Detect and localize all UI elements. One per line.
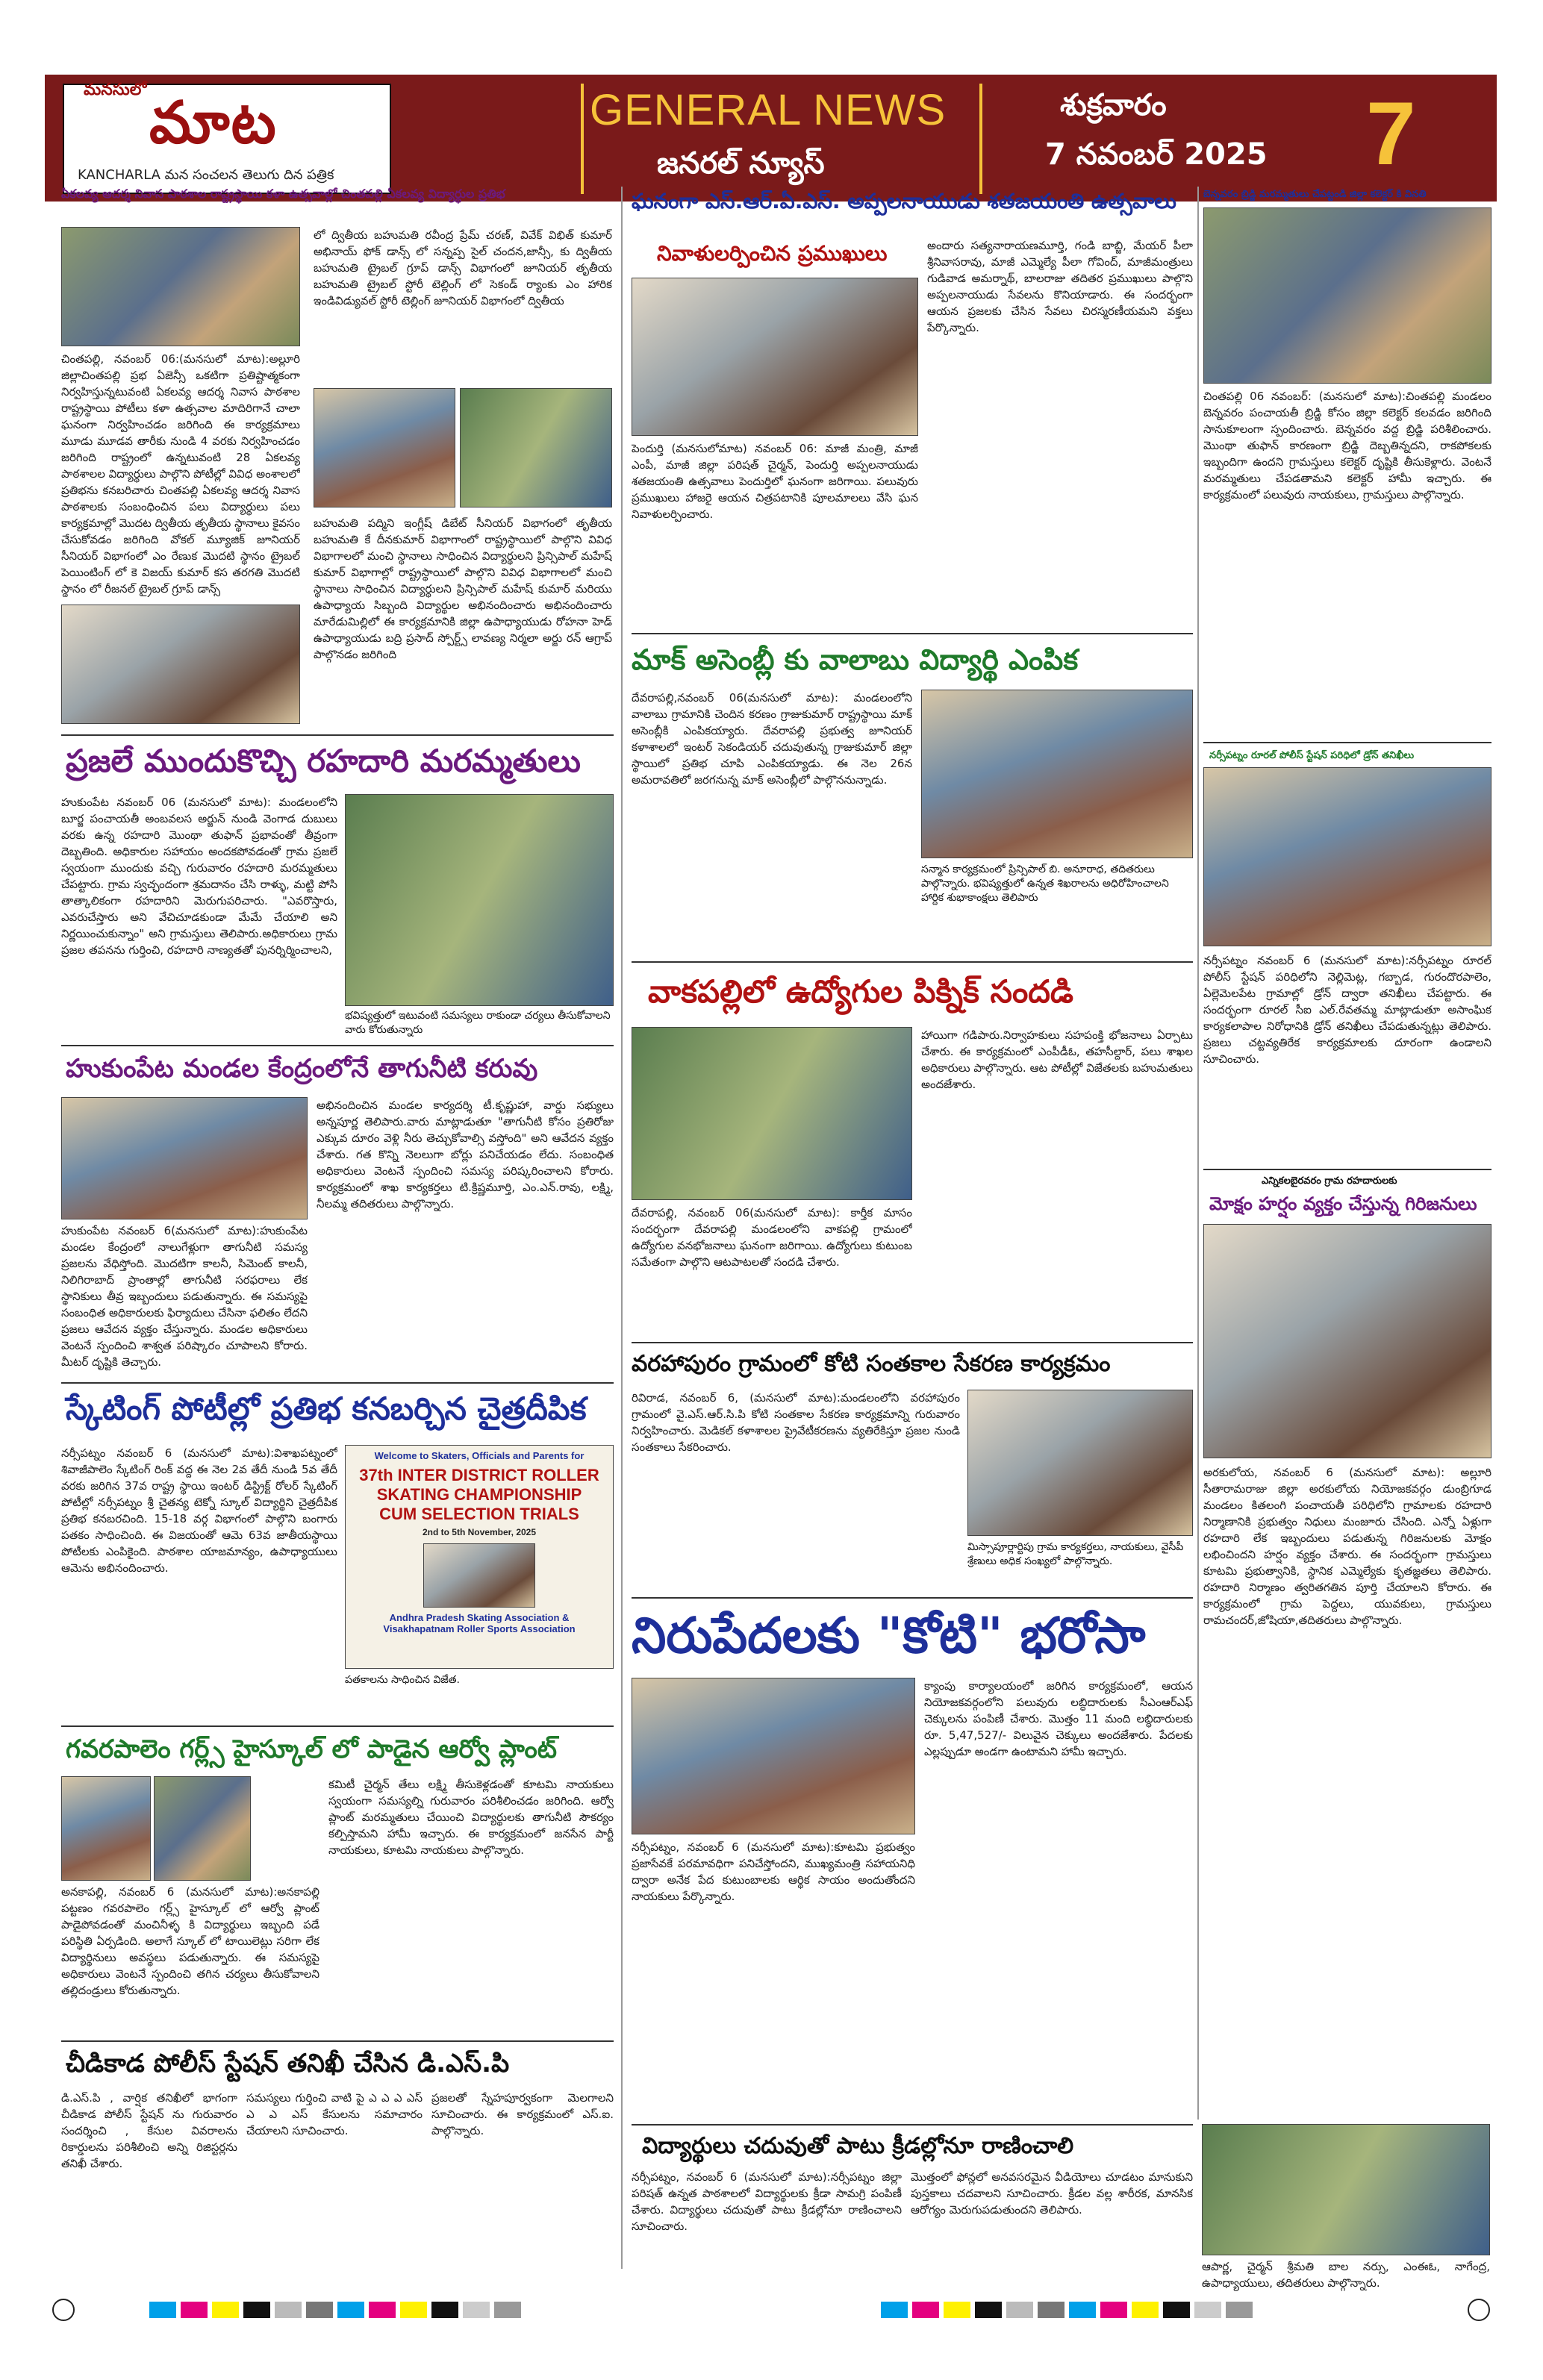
water-body: అభినందించిన మండల కార్యదర్శి టీ.కృష్ణుహా, వార్డు సభ్యులు అన్నపూర్ణ తెలిపారు.వారు మాట్లాడుతూ "తాగునీటి కోసం ప్రతిరోజు ఎక్కువ దూరం వెళ్లి నీరు తెచ్చుకోవాల్సి వస్తోంది" అని ఆవేదన వ్యక్తం చేశారు. గత కొన్ని నెలలుగా బోర్లు పనిచేయడం లేదు. సంబంధిత అధికారులు వెంటనే స్పందించి సమస్య పరిష్కరించాలని కోరారు. కార్యక్రమంలో శాఖ కార్యకర్తలు టి.క్రిష్ణమూర్తి, ఎం.ఎన్.రావు, లక్ష్మి, నీలమ్మ తదితరులు పాల్గొన్నారు. [317, 1099, 614, 1211]
divider [632, 2124, 1193, 2126]
eklavya-photo [61, 227, 300, 346]
page-number: 7 [1366, 84, 1416, 184]
issue-day: శుక్రవారం [1060, 88, 1167, 122]
police-dsp-headline: చీడికాడ పోలీస్ స్టేషన్ తనిఖీ చేసిన డి.ఎస్.పి [66, 2049, 510, 2078]
header-divider [581, 84, 584, 194]
ro-plant-photo [154, 1776, 251, 1881]
collector-photo [1203, 207, 1491, 384]
crore-headline: నిరుపేదలకు "కోటి" భరోసా [632, 1607, 1146, 1664]
signature-photo [967, 1390, 1193, 1536]
picnic-photo [632, 1027, 912, 1200]
drone-headline: నర్సీపట్నం రూరల్ పోలీస్ స్టేషన్ పరిధిలో డ్రోన్ తనిఖీలు [1209, 750, 1415, 761]
alluri-subhead: నివాళులర్పించిన ప్రముఖులు [657, 241, 888, 266]
eklavya-body: బహుమతి పద్మిని ఇంగ్లీష్ డిబేట్ సీనియర్ విభాగంలో తృతీయ బహుమతి కే దీనకుమార్ విభాగాంలో రాష్ట్రస్థాయిలో పాల్గొని వివిధ విభాగాలలో మంచి స్థానాలు సాధించిన విద్యార్థులని ప్రిన్సిపాల్ మహేష్ కుమార్ విభాగాల్లో రాష్ట్రస్థాయిలో పాల్గొని వివిధ విభాగాలలో మంచి స్థానాలు సాధించిన విద్యార్థులని ప్రిన్సిపాల్ మహేష్ కుమార్ మరియు ఉపాధ్యాయ సిబ్బంది విద్యార్థుల అభినందించారు అభినందించారు మారేడుమిల్లిలో ఈ కార్యక్రమానికి జిల్లా ఉపాధ్యాయుడు రోహనా హెడ్ ఉపాధ్యాయుడు బద్రి ప్రసాద్ స్పోర్ట్స్ లావణ్య నిర్మలా అర్జు రన్ ఆగ్రాప్ పాల్గొనడం జరిగింది [314, 516, 612, 661]
water-headline: హుకుంపేట మండల కేంద్రంలోనే తాగునీటి కరువు [66, 1054, 538, 1084]
alluri-body: అందారు సత్యనారాయణమూర్తి, గండి బాబ్జి, మేయర్ పీలా శ్రీనివాసరావు, మాజీ ఎమ్మెల్యే పీలా గోవింద్, మాజీమంత్రులు గుడివాడ అమర్నాథ్, బాలరాజు తదితర ప్రముఖులు పాల్గొని అప్పలనాయుడు సేవలను కొనియాడారు. ఈ సందర్భంగా ఆయన ప్రజలకు చేసిన సేవలు చిరస్మరణీయమని వక్తలు పేర్కొన్నారు. [927, 239, 1193, 334]
poster-line: 37th INTER DISTRICT ROLLER [359, 1466, 599, 1484]
signature-headline: వరహాపురం గ్రామంలో కోటి సంతకాల సేకరణ కార్యక్రమం [632, 1351, 1111, 1377]
ro-plant-body: అనకాపల్లి, నవంబర్ 6 (మనసులో మాట):అనకాపల్లి పట్టణం గవరపాలెం గర్ల్స్ హైస్కూల్ లో ఆర్వో ప్లాంట్ పాడైపోవడంతో మంచినీళ్ళ కి విద్యార్థులు ఇబ్బంది పడే పరిస్థితి ఏర్పడింది. అలాగే స్కూల్ లో టాయిలెట్లు సరిగా లేక విద్యార్థినులు అవస్థలు పడుతున్నారు. ఈ సమస్యపై అధికారులు వెంటనే స్పందించి తగిన చర్యలు తీసుకోవాలని తల్లిదండ్రులు కోరుతున్నారు. [61, 1885, 319, 1997]
skating-body: నర్సీపట్నం నవంబర్ 6 (మనసులో మాట):విశాఖపట్నంలో శివాజీపాలెం స్కేటింగ్ రింక్ వద్ద ఈ నెల 2వ తేదీ నుండి 5వ తేదీ వరకు జరిగిన 37వ రాష్ట్ర స్థాయి ఇంటర్ డిస్ట్రిక్ట్ రోలర్ స్కేటింగ్ పోటీల్లో నర్సీపట్నం శ్రీ చైతన్య టెక్నో స్కూల్ విద్యార్థిని చైత్రదీపిక ప్రతిభ కనబరచింది. 15-18 వర్గ విభాగంలో పాల్గొని బంగారు పతకం సాధించింది. ఈ విజయంతో ఆమె 63వ జాతీయస్థాయి పోటీలకు ఎంపికైంది. పాఠశాల యాజమాన్యం, ఉపాధ్యాయులు ఆమెను అభినందించారు. [61, 1446, 337, 1575]
divider [61, 1382, 614, 1384]
eklavya-body: చింతపల్లి, నవంబర్ 06:(మనసులో మాట):అల్లూరి జిల్లాచింతపల్లి ప్రభ ఏజెన్సీ ఒకటిగా ప్రతిష్టాత్మకంగా నిర్వహిస్తున్నటువంటి ఏకలవ్య ఆదర్శ నివాస పాఠశాల రాష్ట్రస్థాయి పోటీలు కళా ఉత్సవాల మాదిరిగానే చాలా ఘనంగా నిర్వహించడం జరిగింది ఈ కార్యక్రమాలు మూడు మూడవ తారీకు నుండి 4 వరకు నిర్వహించడం జరిగింది రాష్ట్రంలో ఉన్నటువంటి 28 ఏకలవ్య పాఠశాలల విద్యార్థులు పాల్గొని పోటీల్లో వివిధ అంశాలలో ప్రతిభను కనబరిచారు చింతపల్లి ఏకలవ్య ఆదర్శ నివాస పాఠశాలకు సంబంధించిన పలు విద్యార్థులు పలు కార్యక్రమాల్లో మొదట ద్వితీయ తృతీయ స్థానాలు కైవసం చేసుకోవడం జరిగింది వోకల్ మ్యూజిక్ జూనియర్ సీనియర్ విభాగంలో ఎం రేణుక మొదటి స్థానం ట్రైబల్ పెయింటింగ్ లో కె విజయ్ కుమార్ కస తరగతి మొదటి స్థానం లో రీజనల్ ట్రైబల్ గ్రూప్ డాన్స్ [61, 352, 300, 596]
column-rule [621, 187, 623, 2269]
divider [61, 734, 614, 736]
alluri-body: పెందుర్తి (మనసులోమాట) నవంబర్ 06: మాజీ మంత్రి, మాజీ ఎంపీ, మాజీ జిల్లా పరిషత్ చైర్మన్, పెందుర్తి అప్పలనాయుడు శతజయంతి ఉత్సవాలు పెందుర్తిలో ఘనంగా జరిగాయి. పలువురు ప్రముఖులు హాజరై ఆయన చిత్రపటానికి పూలమాలలు వేసి ఘన నివాళులర్పించారు. [632, 442, 918, 521]
divider [632, 633, 1193, 634]
police-dsp-body: డి.ఎస్.పి , వార్షిక తనిఖీలో భాగంగా చీడికాడ పోలీస్ స్టేషన్ ను గురువారం సందర్శించి , కేసుల వివరాలను రికార్డులను పరిశీలించి అన్ని రిజిస్టర్లను తనిఖీ చేశారు. [61, 2091, 237, 2170]
collector-body: చింతపల్లి 06 నవంబర్: (మనసులో మాట):చింతపల్లి మండలం బెన్నవరం పంచాయతీ బ్రిడ్జి కోసం జిల్లా కలెక్టర్ కలవడం జరిగింది సానుకూలంగా స్పందించారు. బెన్నవరం వద్ద బ్రిడ్జి పరిశీలించారు. మొంథా తుఫాన్ కారణంగా బ్రిడ్జి దెబ్బతిన్నదని, రాకపోకలకు ఇబ్బందిగా ఉందని గ్రామస్తులు కలెక్టర్ దృష్టికి తీసుకెళ్లారు. వెంటనే మరమ్మతులు చేపడతామని కలెక్టర్ హామీ ఇచ్చారు. ఈ కార్యక్రమంలో పలువురు నాయకులు, గ్రామస్తులు పాల్గొన్నారు. [1203, 390, 1491, 502]
header-divider [979, 84, 982, 194]
column-rule [1197, 187, 1199, 2120]
color-bar [881, 2302, 1257, 2321]
ro-plant-photo [61, 1776, 151, 1881]
divider [632, 1342, 1193, 1343]
students-body: మొత్తంలో ఫోన్లలో అనవసరమైన వీడియోలు చూడటం మానుకుని పుస్తకాలు చదవాలని సూచించారు. క్రీడల వల్ల శారీరక, మానసిక ఆరోగ్యం మెరుగుపడుతుందని తెలిపారు. [911, 2170, 1193, 2217]
logo-tagline: KANCHARLA మన సంచలన తెలుగు దిన పత్రిక [78, 167, 334, 183]
alluri-photo [632, 278, 918, 436]
road-photo [345, 794, 614, 1006]
color-bar [149, 2302, 526, 2321]
skating-caption: పతకాలను సాధించిన విజేత. [345, 1674, 460, 1686]
signature-caption: మిస్సాపూర్లార్టిపు గ్రామ కార్యకర్తలు, నాయకులు, వైసీపీ శ్రేణులు అధిక సంఖ్యలో పాల్గొన్నారు. [967, 1541, 1184, 1567]
mock-assembly-body: దేవరాపల్లి,నవంబర్ 06(మనసులో మాట): మండలంలోని వాలాబు గ్రామానికి చెందిన కరణం గ్రాజుకుమార్ రాష్ట్రస్థాయి మాక్ అసెంబ్లీకి ఎంపికయ్యారు. దేవరాపల్లి ప్రభుత్వ జూనియర్ కళాశాలలో ఇంటర్ సెకండియర్ చదువుతున్న గ్రాజుకుమార్ జిల్లా స్థాయిలో ప్రతిభ చూపి ఎంపికయ్యాడు. ఈ నెల 26న అమరావతిలో జరగనున్న మాక్ అసెంబ్లీలో పాల్గొననున్నాడు. [632, 691, 912, 787]
skating-headline: స్కేటింగ్ పోటీల్లో ప్రతిభ కనబర్చిన చైత్రదీపిక [66, 1390, 587, 1427]
divider [632, 961, 1193, 963]
logo-prefix: మనసులో [84, 81, 147, 99]
police-dsp-body: సమస్యలు గుర్తించి వాటి పై ఎ ఎ ఎ ఎస్ ఎ ఎ ఎస్ కేసులను సమాచారం చేయాలని సూచించారు. [246, 2091, 423, 2137]
road-headline: ప్రజలే ముందుకొచ్చి రహదారి మరమ్మతులు [66, 743, 581, 779]
divider [61, 1045, 614, 1046]
eklavya-photo [61, 605, 300, 724]
poster-line: CUM SELECTION TRIALS [379, 1505, 579, 1523]
police-dsp-body: ప్రజలతో స్నేహపూర్వకంగా మెలగాలని సూచించారు. ఈ కార్యక్రమంలో ఎస్.ఐ. పాల్గొన్నారు. [431, 2091, 614, 2137]
skating-poster [345, 1445, 614, 1669]
drone-photo [1203, 767, 1491, 946]
picnic-headline: వాకపల్లిలో ఉద్యోగుల పిక్నిక్ సందడి [648, 973, 1074, 1010]
logo-title: మాట [149, 90, 278, 157]
mock-assembly-photo [921, 690, 1193, 858]
eklavya-photo [314, 388, 455, 507]
picnic-body: దేవరాపల్లి, నవంబర్ 06(మనసులో మాట): కార్తీక మాసం సందర్భంగా దేవరాపల్లి మండలంలోని వాకపల్లి గ్రామంలో ఉద్యోగుల వనభోజనాలు ఘనంగా జరిగాయి. ఉద్యోగులు కుటుంబ సమేతంగా పాల్గొని ఆటపాటలతో సందడి చేశారు. [632, 1206, 912, 1269]
crore-body: క్యాంపు కార్యాలయంలో జరిగిన కార్యక్రమంలో, ఆయన నియోజకవర్గంలోని పలువురు లబ్ధిదారులకు సీఎంఆర్ఎఫ్ చెక్కులను పంపిణీ చేశారు. మొత్తం 11 మంది లబ్ధిదారులకు రూ. 5,47,527/- విలువైన చెక్కులు అందజేశారు. పేదలకు ఎల్లప్పుడూ అండగా ఉంటామని హామీ ఇచ్చారు. [924, 1679, 1193, 1758]
poster-line: SKATING CHAMPIONSHIP [376, 1485, 582, 1504]
eklavya-body: లో ద్వితీయ బహుమతి రవీంద్ర ప్రేమ్ చరణ్, వివేక్ విభిత్ కుమార్ అభినాయ్ ఫోక్ డాన్స్ లో సన్నప్ప సైల్ చందన,జాన్సీ, కు ద్వితీయ బహుమతి ట్రైబల్ గ్రూప్ డాన్స్ విభాగంలో జూనియర్ తృతీయ బహుమతి ట్రైబల్ స్టోరీ టెల్లింగ్ లో సెకండ్ ర్యాంకు ఎం హారిక ఇండివిడ్యువల్ స్టోరీ టెల్లింగ్ జూనియర్ విభాగంలో ద్వితీయ [314, 228, 612, 307]
crore-body: నర్సీపట్నం, నవంబర్ 6 (మనసులో మాట):కూటమి ప్రభుత్వం ప్రజాసేవకే పరమావధిగా పనిచేస్తోందని, ముఖ్యమంత్రి సహాయనిధి ద్వారా అనేక పేద కుటుంబాలకు ఆర్థిక సాయం అందుతోందని నాయకులు పేర్కొన్నారు. [632, 1840, 915, 1903]
registration-mark-icon [52, 2299, 75, 2321]
eklavya-photo [460, 388, 612, 507]
issue-date: 7 నవంబర్ 2025 [1045, 137, 1268, 172]
gijalu-body: అరకులోయ, నవంబర్ 6 (మనసులో మాట): అల్లూరి సీతారామరాజు జిల్లా అరకులోయ నియోజకవర్గం డుంబ్రిగూడ మండలం కితలంగి పంచాయతీ పరిధిలోని గ్రామాలకు రహదారి నిర్మాణానికి ప్రభుత్వం నిధులు మంజూరు చేసింది. ఎన్నో ఏళ్లుగా రహదారి లేక ఇబ్బందులు పడుతున్న గిరిజనులకు మోక్షం లభించిందని హర్షం వ్యక్తం చేశారు. ఈ సందర్భంగా గ్రామస్తులు కూటమి ప్రభుత్వానికి, స్థానిక ఎమ్మెల్యేకు కృతజ్ఞతలు తెలిపారు. రహదారి నిర్మాణం త్వరితగతిన పూర్తి చేయాలని కోరారు. ఈ కార్యక్రమంలో గ్రామ పెద్దలు, యువకులు, గ్రామస్తులు రామచందర్,జోషియా,తదితరులు పాల్గొన్నారు. [1203, 1466, 1491, 1627]
eklavya-headline: ఏకలవ్య ఆదర్శ నివాస పాఠశాల రాష్ట్రస్థాయి కళా ఉత్సవాల్లో చింతపల్లి ఏకలవ్య విద్యార్థుల ప్రతిభ [61, 187, 505, 201]
section-title-te: జనరల్ న్యూస్ [657, 146, 825, 181]
skater-photo [423, 1543, 535, 1608]
picnic-body: హాయిగా గడిపారు.నిర్వాహకులు సహపంక్తి భోజనాలు ఏర్పాటు చేశారు. ఈ కార్యక్రమంలో ఎంపీడీఓ, తహసీల్దార్, పలు శాఖల అధికారులు పాల్గొన్నారు. ఆట పోటీల్లో విజేతలకు బహుమతులు అందజేశారు. [921, 1028, 1193, 1091]
road-body: హుకుంపేట నవంబర్ 06 (మనసులో మాట): మండలంలోని బూర్జ పంచాయతీ అంబవలస అర్జున్ నుండి వెంగాడ దుబులు వరకు ఉన్న రహదారి మొంథా తుఫాన్ ప్రభావంతో తీవ్రంగా దెబ్బతింది. అధికారుల సహాయం అందకపోవడంతో గ్రామ ప్రజలే స్వయంగా ముందుకు వచ్చి గురువారం రహదారి మరమ్మతులు చేపట్టారు. గ్రామ స్వచ్ఛందంగా శ్రమదానం చేసి రాళ్ళు, మట్టి పోసి తాత్కాలికంగా రహదారిని మెరుగుపరిచారు. "ఎవరొస్తారు, ఎవరుచేస్తారు అని వేచిచూడకుండా మేమే చేయాలి అని నిర్ణయించుకున్నాం" అని గ్రామస్తులు తెలిపారు.అధికారులు గ్రామ ప్రజల తపనను గుర్తించి, రహదారి నాణ్యతతో పునర్నిర్మించాలని, [61, 796, 337, 957]
water-photo [61, 1097, 308, 1219]
gijalu-kicker: ఎన్నికలబైరవరం గ్రామ రహదారులకు [1262, 1175, 1397, 1187]
students-photo [1202, 2124, 1490, 2255]
gijalu-photo [1203, 1224, 1491, 1458]
mock-assembly-headline: మాక్ అసెంబ్లీ కు వాలాబు విద్యార్థి ఎంపిక [632, 643, 1079, 676]
water-body: హుకుంపేట నవంబర్ 6(మనసులో మాట):హుకుంపేట మండల కేంద్రంలో నాలుగేళ్లుగా తాగునీటి సమస్య ప్రజలను వేధిస్తోంది. మొదటిగా కాలనీ, సిమెంట్ కాలనీ, నిలిగిరాబాద్ ప్రాంతాల్లో తాగునీటి సరఫరాలు లేక స్థానికులు తీవ్ర ఇబ్బందులు పడుతున్నారు. ఈ సమస్యపై సంబంధిత అధికారులకు ఫిర్యాదులు చేసినా ఫలితం లేదని ప్రజలు ఆవేదన వ్యక్తం చేస్తున్నారు. మండల అధికారులు వెంటనే స్పందించి శాశ్వత పరిష్కారం చూపాలని కోరారు. మీటర్ దృష్టికి తెచ్చారు. [61, 1224, 308, 1369]
divider [1203, 742, 1491, 743]
poster-org: Visakhapatnam Roller Sports Association [383, 1623, 576, 1634]
crore-photo [632, 1678, 915, 1834]
divider [632, 1597, 1193, 1599]
students-headline: విద్యార్థులు చదువుతో పాటు క్రీడల్లోనూ రాణించాలి [642, 2133, 1074, 2159]
ro-plant-headline: గవరపాలెం గర్ల్స్ హైస్కూల్ లో పాడైన ఆర్వో ప్లాంట్ [66, 1734, 557, 1764]
poster-org: Andhra Pradesh Skating Association & [389, 1612, 570, 1623]
poster-dates: 2nd to 5th November, 2025 [422, 1527, 537, 1537]
registration-mark-icon [1468, 2299, 1490, 2321]
signature-body: రివిరాడ, నవంబర్ 6, (మనసులో మాట):మండలంలోని వరహాపురం గ్రామంలో వై.ఎస్.ఆర్.సి.పి కోటి సంతకాల సేకరణ కార్యక్రమాన్ని గురువారం నిర్వహించారు. మెడికల్ కళాశాలల ప్రైవేటీకరణను వ్యతిరేకిస్తూ ప్రజల నుండి సంతకాలు సేకరించారు. [632, 1391, 960, 1454]
road-caption: భవిష్యత్తులో ఇటువంటి సమస్యలు రాకుండా చర్యలు తీసుకోవాలని వారు కోరుతున్నారు [345, 1010, 611, 1036]
students-body: నర్సీపట్నం, నవంబర్ 6 (మనసులో మాట):నర్సీపట్నం జిల్లా పరిషత్ ఉన్నత పాఠశాలలో విద్యార్థులకు క్రీడా సామగ్రి పంపిణీ చేశారు. విద్యార్థులు చదువుతో పాటు క్రీడల్లోనూ రాణించాలని సూచించారు. [632, 2170, 902, 2233]
drone-body: నర్సీపట్నం నవంబర్ 6 (మనసులో మాట):నర్సీపట్నం రూరల్ పోలీస్ స్టేషన్ పరిధిలోని నెల్లిమెట్ల, గబ్బాడ, గురందొరపాలెం, ఏల్లెమెలపేట గ్రామాల్లో డ్రోన్ ద్వారా తనిఖీలు చేపట్టారు. ఈ సందర్భంగా రూరల్ సీఐ ఎల్.రేవతమ్మ మాట్లాడుతూ అసాంఘిక కార్యకలాపాల నిరోధానికి డ్రోన్ తనిఖీలు చేపడుతున్నట్లు తెలిపారు. ప్రజలు చట్టవ్యతిరేక కార్యక్రమాలకు దూరంగా ఉండాలని సూచించారు. [1203, 954, 1491, 1066]
poster-welcome: Welcome to Skaters, Officials and Parents for [374, 1450, 585, 1461]
alluri-headline: ఘనంగా ఎస్.ఆర్.ఏ.ఎస్. అప్పలనాయుడు శతజయంతి ఉత్సవాలు [632, 189, 1176, 213]
students-body: ఆపార్ణ, చైర్మన్ శ్రీమతి బాల నర్సు, ఎంఈఓ, నాగేంద్ర, ఉపాధ్యాయులు, తదితరులు పాల్గొన్నారు. [1202, 2260, 1490, 2290]
collector-headline: బెన్నవరం బ్రిడ్జి మరమ్మతులు చేపట్టండి జిల్లా కలెక్టర్ కి వినతి [1203, 189, 1427, 200]
section-title-en: GENERAL NEWS [590, 86, 947, 134]
divider [61, 1725, 614, 1727]
ro-plant-body: కమిటీ చైర్మన్ తేలు లక్ష్మి తీసుకెళ్లడంతో కూటమి నాయకులు స్వయంగా సమస్యల్ని గురువారం పరిశీలించడం జరిగింది. ఆర్వో ప్లాంట్ మరమ్మతులు చేయించి విద్యార్థులకు తాగునీటి సౌకర్యం కల్పిస్తామని హామీ ఇచ్చారు. ఈ కార్యక్రమంలో జనసేన పార్టీ నాయకులు, కూటమి నాయకులు పాల్గొన్నారు. [328, 1778, 614, 1857]
mock-assembly-caption: సన్మాన కార్యక్రమంలో ప్రిన్సిపాల్ బి. అనూరాధ, తదితరులు పాల్గొన్నారు. భవిష్యత్తులో ఉన్నత శిఖరాలను అధిరోహించాలని హార్దిక శుభాకాంక్షలు తెలిపారు [921, 863, 1169, 904]
divider [61, 2040, 614, 2042]
divider [1203, 1169, 1491, 1170]
gijalu-headline: మోక్షం హర్షం వ్యక్తం చేస్తున్న గిరిజనులు [1209, 1193, 1477, 1214]
